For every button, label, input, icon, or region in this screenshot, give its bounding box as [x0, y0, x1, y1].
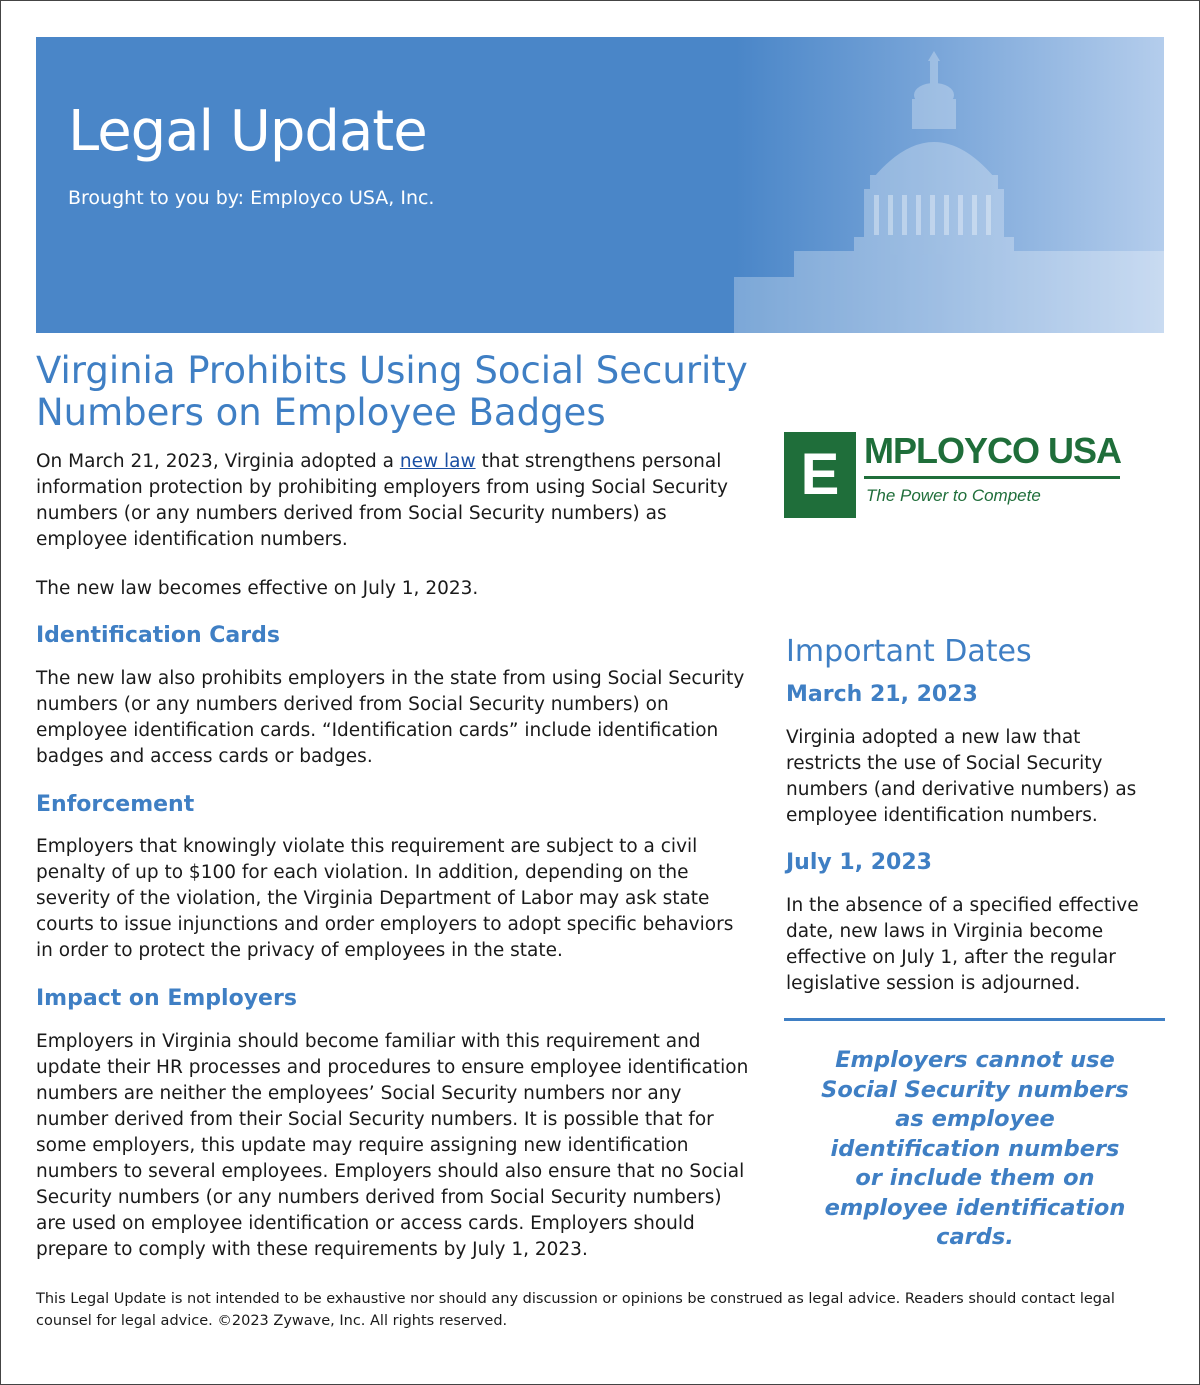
sidebar-text-july: In the absence of a specified effective date, new laws in Virginia become effective on July 1, after the regular legislative session is adjourned.	[786, 895, 1139, 994]
employco-logo	[784, 432, 1124, 520]
section-body-enforcement	[36, 834, 751, 964]
section-text: The new law also prohibits employers in the state from using Social Security numbers (or any numbers derived from Social Security numbers) on employee identification cards. “Identification cards” include identification badges and access cards or badges.	[36, 668, 745, 767]
effective-text: The new law becomes effective on July 1, 2023.	[36, 578, 479, 599]
article-headline: Virginia Prohibits Using Social Security Numbers on Employee Badges	[36, 349, 748, 434]
effective-paragraph	[36, 576, 751, 602]
new-law-link[interactable]: new law	[399, 451, 476, 472]
banner-title: Legal Update	[68, 99, 427, 164]
sidebar-date-july: July 1, 2023	[786, 850, 932, 875]
logo-tagline: The Power to Compete	[866, 486, 1041, 505]
capitol-illustration	[734, 37, 1164, 333]
intro-text-end: that strengthens personal information protection by prohibiting employers from using Social Security numbers (or any numbers derived from Social Security numbers) as employee identification numbers.	[36, 451, 728, 550]
header-banner	[36, 37, 1164, 333]
logo-underline	[864, 476, 1120, 479]
banner-subtitle: Brought to you by: Employco USA, Inc.	[68, 187, 435, 209]
sidebar-title: Important Dates	[786, 634, 1032, 669]
section-body-impact	[36, 1029, 751, 1263]
logo-name: MPLOYCO USA	[864, 430, 1122, 471]
section-body-identification-cards	[36, 666, 751, 770]
footer-disclaimer: This Legal Update is not intended to be exhaustive nor should any discussion or opinions be construed as legal advice. Readers should contact legal counsel for legal advice. ©2023 Zywave, Inc. All rights reserved.	[36, 1291, 1115, 1329]
intro-text-start: On March 21, 2023, Virginia adopted a	[36, 451, 400, 472]
section-heading-enforcement: Enforcement	[36, 792, 195, 817]
section-heading-identification-cards: Identification Cards	[36, 623, 280, 648]
sidebar-text-march: Virginia adopted a new law that restricts the use of Social Security numbers (and derivative numbers) as employee identification numbers.	[786, 727, 1137, 826]
sidebar-callout: Employers cannot use Social Security numbers as employee identification numbers or include them on employee identification cards.	[821, 1047, 1129, 1250]
sidebar-divider	[784, 1018, 1165, 1021]
section-text: Employers in Virginia should become familiar with this requirement and update their HR processes and procedures to ensure employee identification numbers are neither the employees’ Social Security numbers nor any number derived from their Social Security numbers. It is possible that for some employers, this update may require assigning new identification numbers to several employees. Employers should also ensure that no Social Security numbers (or any numbers derived from Social Security numbers) are used on employee identification or access cards. Employers should prepare to comply with these requirements by July 1, 2023.	[36, 1031, 749, 1260]
section-heading-impact: Impact on Employers	[36, 986, 297, 1011]
intro-paragraph	[36, 449, 751, 553]
logo-letter: E	[784, 432, 856, 518]
sidebar-date-march: March 21, 2023	[786, 682, 978, 707]
section-text: Employers that knowingly violate this requirement are subject to a civil penalty of up to $100 for each violation. In addition, depending on the severity of the violation, the Virginia Department of Labor may ask state courts to issue injunctions and order employers to adopt specific behaviors in order to protect the privacy of employees in the state.	[36, 836, 734, 961]
